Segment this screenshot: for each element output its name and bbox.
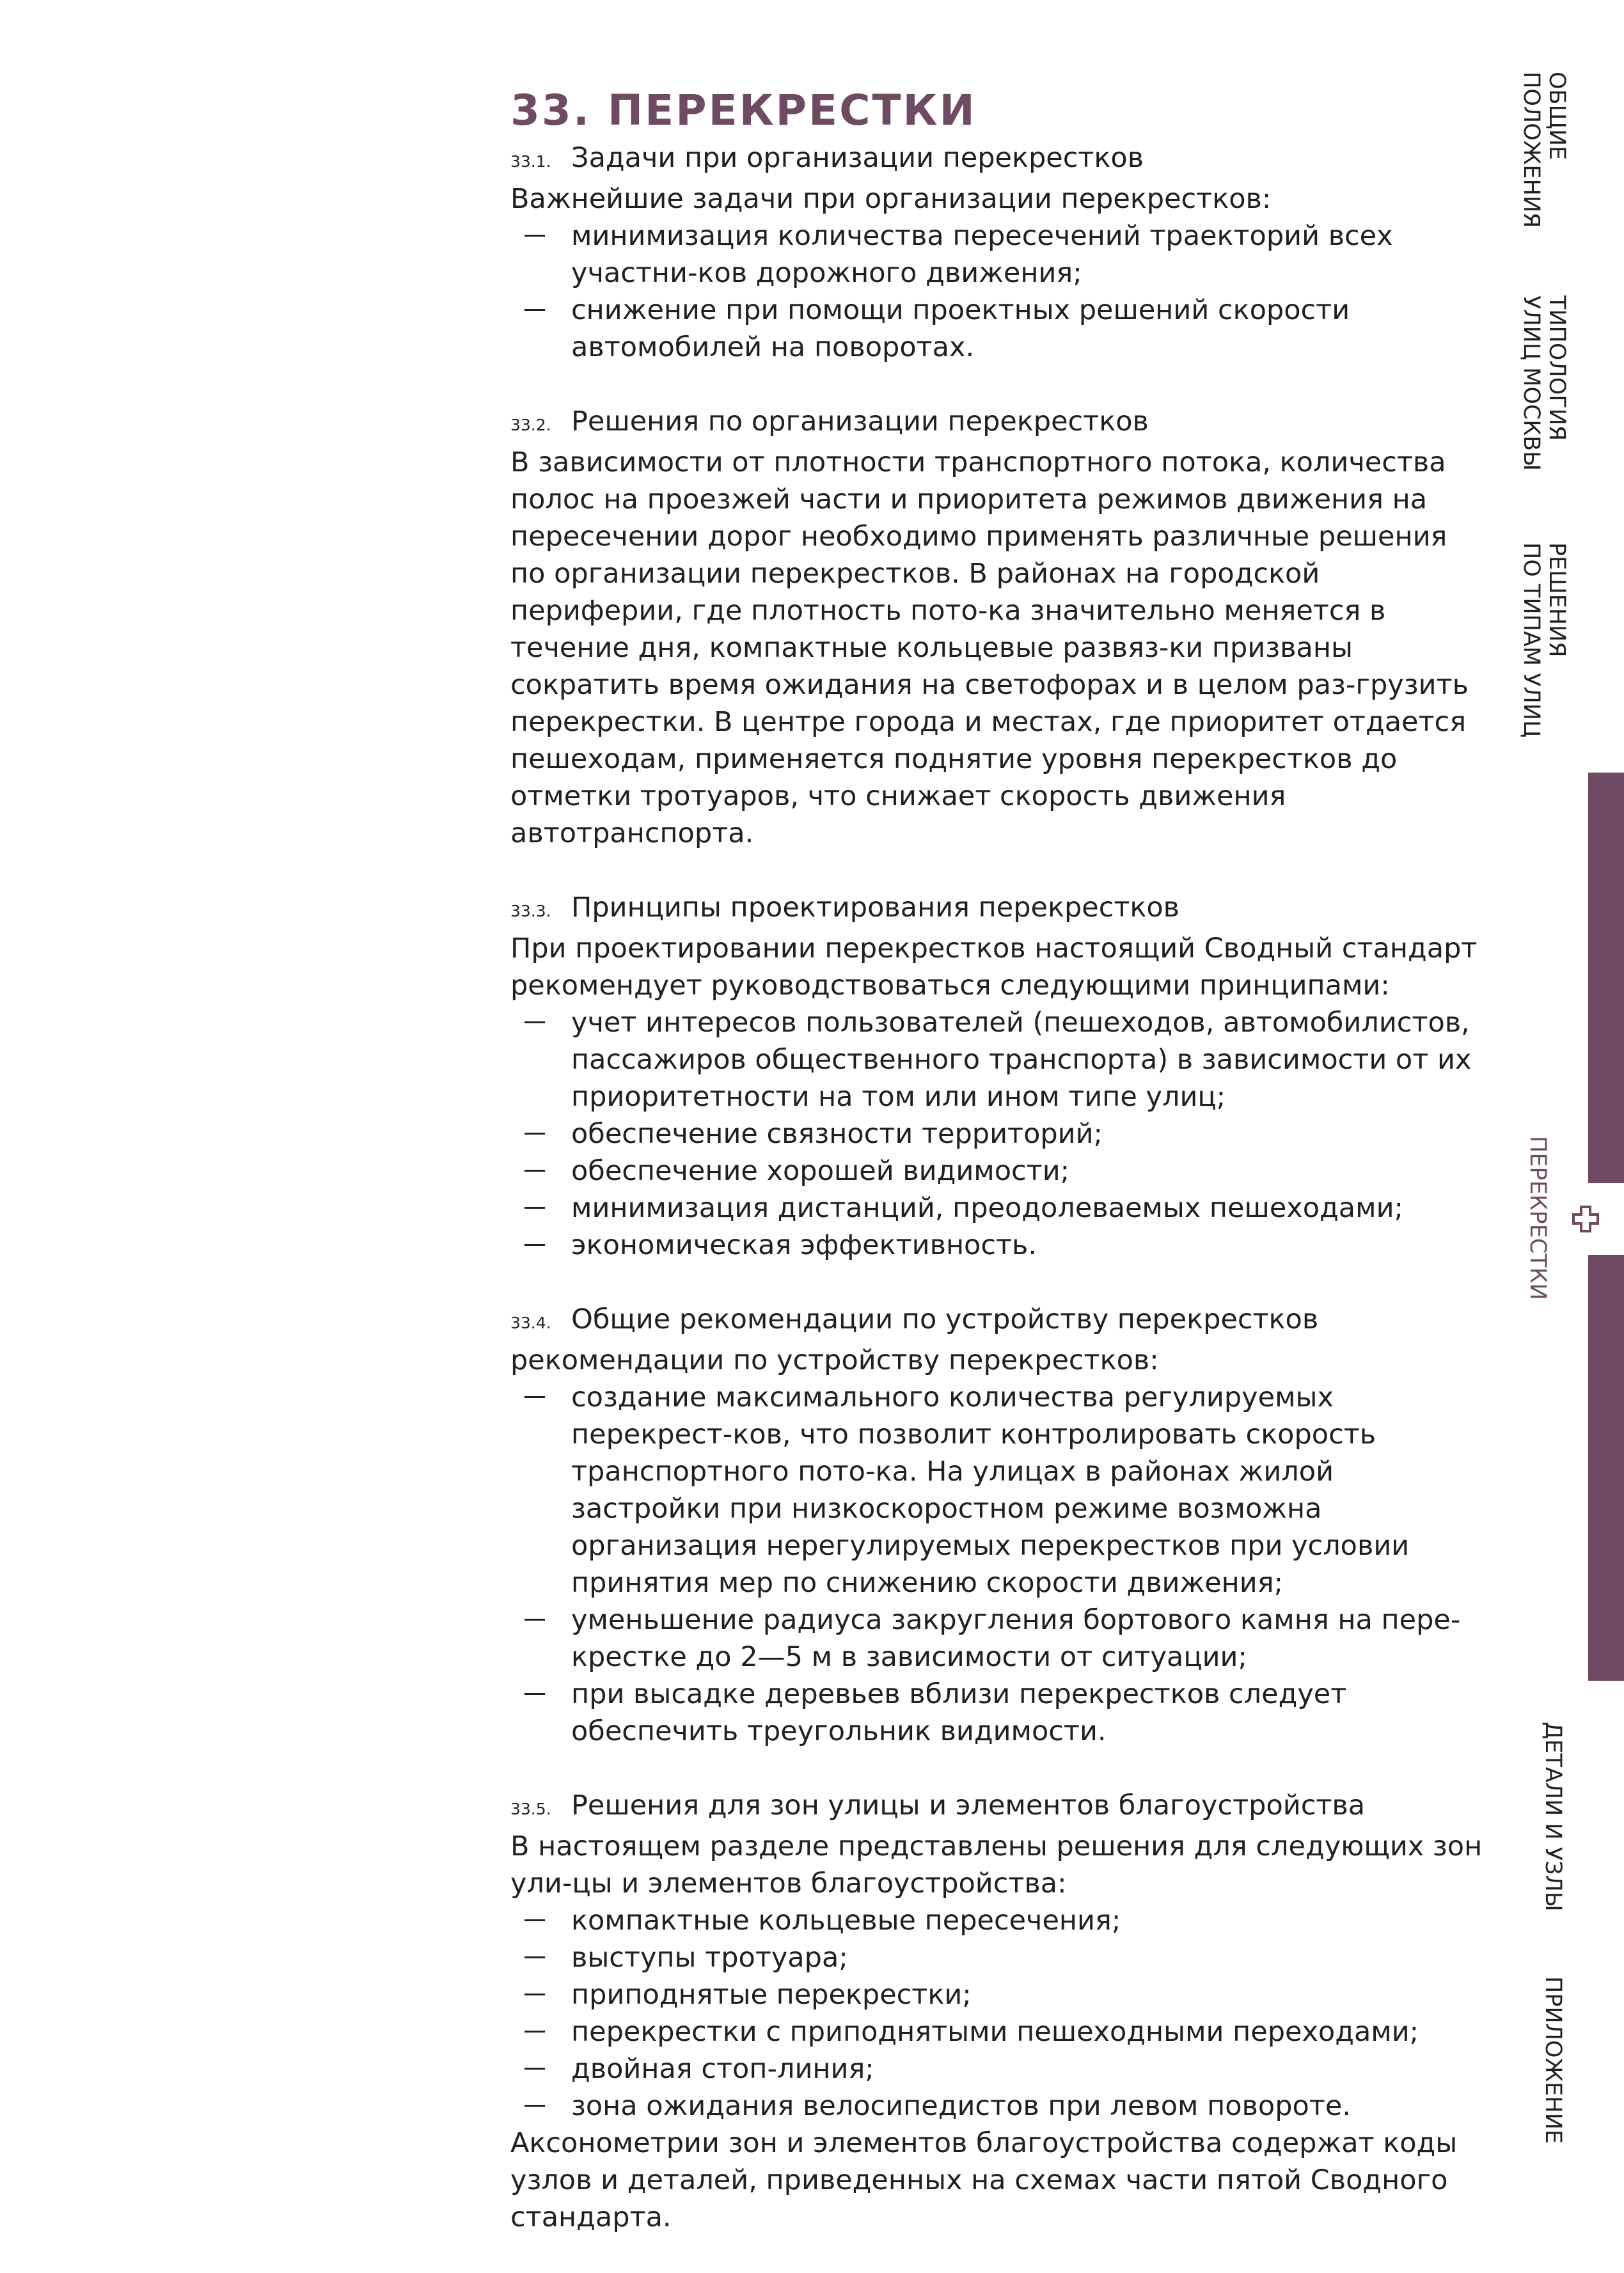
section-33-1 bbox=[510, 139, 1483, 366]
section-intro: При проектировании перекрестков настоящий Сводный стандарт рекомендует руководствоваться следующими принципами: bbox=[510, 932, 1478, 1002]
section-heading bbox=[510, 139, 1483, 180]
plus-cross-icon bbox=[1572, 1205, 1600, 1233]
section-intro: В зависимости от плотности транспортного потока, количества полос на проезжей части и приоритета режимов движения на пересечении дорог необходимо применять различные решения по организации перекрестков. В районах на городской периферии, где плотность пото-ка значительно меняется в течение дня, компактные кольцевые развяз-ки призваны сократить время ожидания на светофорах и в целом раз-грузить перекрестки. В центре города и местах, где приоритет отдается пешеходам, применяется поднятие уровня перекрестков до отметки тротуаров, что снижает скорость движения автотранспорта. bbox=[510, 446, 1469, 849]
list-item: снижение при помощи проектных решений скорости автомобилей на поворотах. bbox=[510, 292, 1483, 366]
sidebar-tab-solutions[interactable]: РЕШЕНИЯ ПО ТИПАМ УЛИЦ bbox=[1518, 542, 1570, 738]
section-number: 33.3. bbox=[510, 902, 551, 920]
section-title: Решения для зон улицы и элементов благоустройства bbox=[571, 1789, 1366, 1821]
list-item: приподнятые перекрестки; bbox=[510, 1976, 1483, 2013]
section-intro: Важнейшие задачи при организации перекрестков: bbox=[510, 183, 1272, 215]
sidebar-active-bar-top bbox=[1588, 773, 1624, 1183]
sidebar-active-bar-bottom bbox=[1588, 1255, 1624, 1681]
section-number: 33.2. bbox=[510, 416, 551, 434]
section-number: 33.4. bbox=[510, 1314, 551, 1332]
section-number: 33.5. bbox=[510, 1800, 551, 1818]
section-heading bbox=[510, 889, 1483, 930]
chapter-title: 33. ПЕРЕКРЕСТКИ bbox=[510, 86, 977, 135]
section-title: Общие рекомендации по устройству перекрестков bbox=[571, 1303, 1319, 1335]
list-item: минимизация количества пересечений траекторий всех участни-ков дорожного движения; bbox=[510, 217, 1483, 292]
section-heading bbox=[510, 1301, 1483, 1342]
section-title: Решения по организации перекрестков bbox=[571, 405, 1149, 437]
bullet-list bbox=[510, 217, 1483, 366]
list-item: уменьшение радиуса закругления бортового камня на пере-крестке до 2—5 м в зависимости от ситуации; bbox=[510, 1601, 1483, 1676]
section-heading bbox=[510, 1787, 1483, 1828]
list-item: учет интересов пользователей (пешеходов, автомобилистов, пассажиров общественного транспорта) в зависимости от их приоритетности на том или ином типе улиц; bbox=[510, 1004, 1483, 1115]
section-number: 33.1. bbox=[510, 152, 551, 171]
section-title: Принципы проектирования перекрестков bbox=[571, 892, 1180, 924]
list-item: минимизация дистанций, преодолеваемых пешеходами; bbox=[510, 1190, 1483, 1227]
section-intro: В настоящем разделе представлены решения для следующих зон ули-цы и элементов благоустройства: bbox=[510, 1830, 1483, 1899]
section-33-5 bbox=[510, 1787, 1483, 2236]
section-heading bbox=[510, 403, 1483, 444]
list-item: обеспечение связности территорий; bbox=[510, 1115, 1483, 1152]
sidebar-tab-general[interactable]: ОБЩИЕ ПОЛОЖЕНИЯ bbox=[1518, 72, 1570, 228]
bullet-list bbox=[510, 1004, 1483, 1264]
section-intro: рекомендации по устройству перекрестков: bbox=[510, 1344, 1159, 1376]
bullet-list bbox=[510, 1902, 1483, 2125]
list-item: создание максимального количества регулируемых перекрест-ков, что позволит контролировать скорость транспортного пото-ка. На улицах в районах жилой застройки при низкоскоростном режиме возможна организация нерегулируемых перекрестков при условии принятия мер по снижению скорости движения; bbox=[510, 1379, 1483, 1601]
list-item: при высадке деревьев вблизи перекрестков следует обеспечить треугольник видимости. bbox=[510, 1676, 1483, 1750]
section-33-3 bbox=[510, 889, 1483, 1264]
page-content bbox=[510, 82, 1483, 2273]
section-33-4 bbox=[510, 1301, 1483, 1750]
list-item: зона ожидания велосипедистов при левом повороте. bbox=[510, 2088, 1483, 2125]
list-item: двойная стоп-линия; bbox=[510, 2050, 1483, 2088]
sidebar-tab-typology[interactable]: ТИПОЛОГИЯ УЛИЦ МОСКВЫ bbox=[1518, 295, 1570, 471]
list-item: перекрестки с приподнятыми пешеходными переходами; bbox=[510, 2013, 1483, 2050]
section-outro: Аксонометрии зон и элементов благоустройства содержат коды узлов и деталей, приведенных на схемах части пятой Сводного стандарта. bbox=[510, 2127, 1458, 2233]
sidebar-tab-intersections[interactable]: ПЕРЕКРЕСТКИ bbox=[1525, 1136, 1550, 1300]
sidebar-tab-details[interactable]: ДЕТАЛИ И УЗЛЫ bbox=[1540, 1722, 1566, 1912]
section-33-2 bbox=[510, 403, 1483, 852]
list-item: компактные кольцевые пересечения; bbox=[510, 1902, 1483, 1939]
section-title: Задачи при организации перекрестков bbox=[571, 142, 1144, 174]
list-item: выступы тротуара; bbox=[510, 1939, 1483, 1976]
list-item: обеспечение хорошей видимости; bbox=[510, 1152, 1483, 1190]
list-item: экономическая эффективность. bbox=[510, 1227, 1483, 1264]
sidebar-tab-appendix[interactable]: ПРИЛОЖЕНИЕ bbox=[1540, 1976, 1566, 2144]
bullet-list bbox=[510, 1379, 1483, 1750]
